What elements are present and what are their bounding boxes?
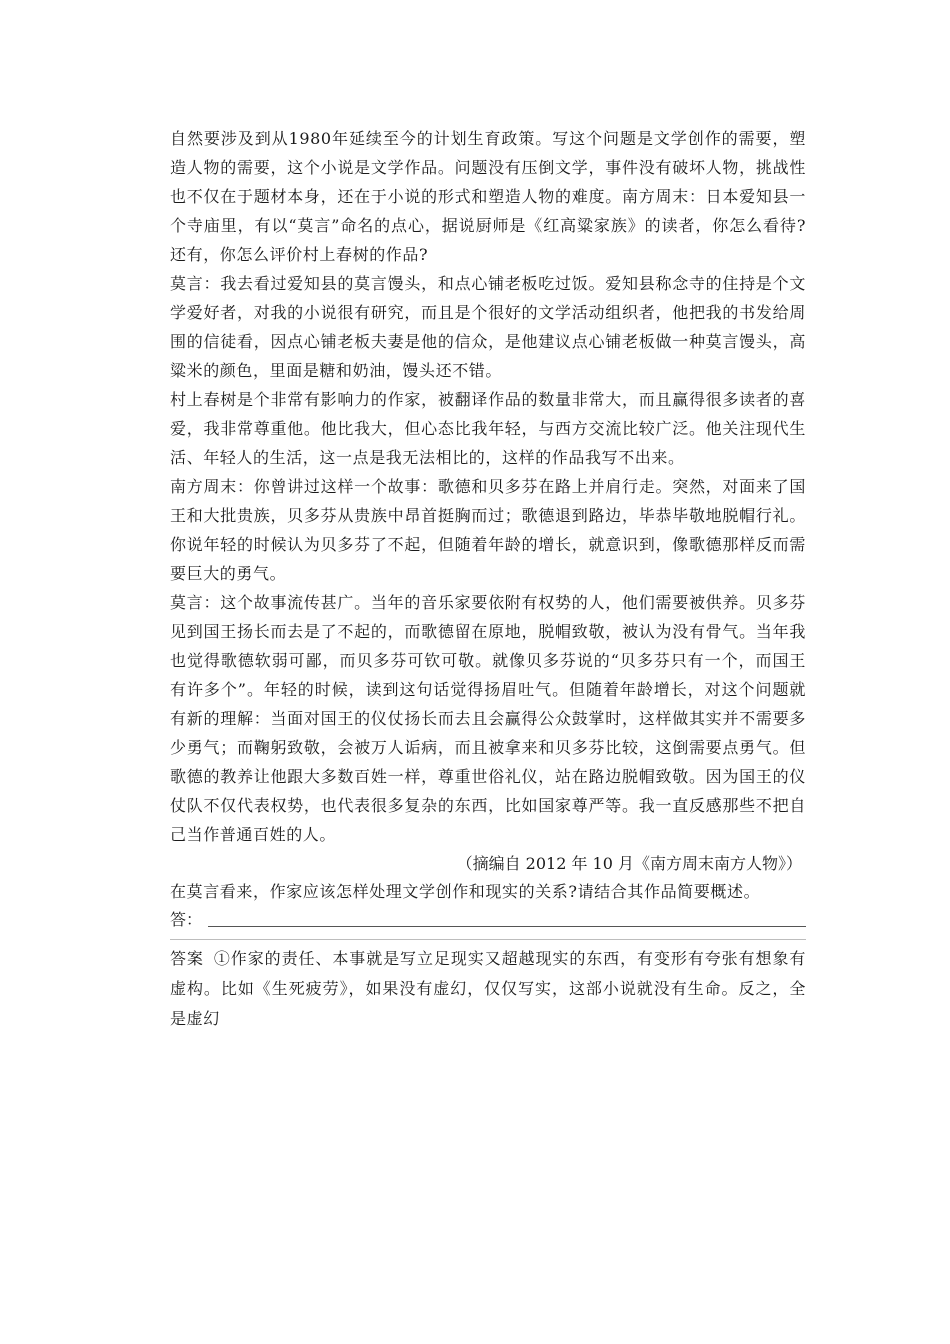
reference-answer-label: 答案 — [170, 949, 204, 968]
answer-line — [208, 925, 806, 927]
reference-answer-text: ①作家的责任、本事就是写立足现实又超越现实的东西，有变形有夸张有想象有虚构。比如《生死疲劳》，如果没有虚幻，仅仅写实，这部小说就没有生命。反之，全是虚幻 — [170, 949, 806, 1028]
article-paragraph: 村上春树是个非常有影响力的作家，被翻译作品的数量非常大，而且赢得很多读者的喜爱，我非常尊重他。他比我大，但心态比我年轻，与西方交流比较广泛。他关注现代生活、年轻人的生活，这一点是我无法相比的，这样的作品我写不出来。 — [170, 390, 806, 467]
reference-answer — [170, 944, 806, 1034]
article-paragraph: 自然要涉及到从1980年延续至今的计划生育政策。写这个问题是文学创作的需要，塑造人物的需要，这个小说是文学作品。问题没有压倒文学，事件没有破坏人物，挑战性也不仅在于题材本身，还在于小说的形式和塑造人物的难度。南方周末：日本爱知县一个寺庙里，有以“莫言”命名的点心，据说厨师是《红高粱家族》的读者，你怎么看待?还有，你怎么评价村上春树的作品? — [170, 129, 806, 264]
article-paragraph: 莫言：这个故事流传甚广。当年的音乐家要依附有权势的人，他们需要被供养。贝多芬见到国王扬长而去是了不起的，而歌德留在原地，脱帽致敬，被认为没有骨气。当年我也觉得歌德软弱可鄙，而贝多芬可钦可敬。就像贝多芬说的“贝多芬只有一个，而国王有许多个”。年轻的时候，读到这句话觉得扬眉吐气。但随着年龄增长，对这个问题就有新的理解：当面对国王的仪仗扬长而去且会赢得公众鼓掌时，这样做其实并不需要多少勇气；而鞠躬致敬，会被万人诟病，而且被拿来和贝多芬比较，这倒需要点勇气。但歌德的教养让他跟大多数百姓一样，尊重世俗礼仪，站在路边脱帽致敬。因为国王的仪仗队不仅代表权势，也代表很多复杂的东西，比如国家尊严等。我一直反感那些不把自己当作普通百姓的人。 — [170, 593, 806, 844]
document-page — [170, 124, 806, 1034]
answer-label: 答： — [170, 910, 203, 929]
article-paragraph: 南方周末：你曾讲过这样一个故事：歌德和贝多芬在路上并肩行走。突然，对面来了国王和大批贵族，贝多芬从贵族中昂首挺胸而过；歌德退到路边，毕恭毕敬地脱帽行礼。你说年轻的时候认为贝多芬了不起，但随着年龄的增长，就意识到，像歌德那样反而需要巨大的勇气。 — [170, 477, 806, 583]
article-body — [170, 124, 806, 849]
article-paragraph: 莫言：我去看过爱知县的莫言馒头，和点心铺老板吃过饭。爱知县称念寺的住持是个文学爱好者，对我的小说很有研究，而且是个很好的文学活动组织者，他把我的书发给周围的信徒看，因点心铺老板夫妻是他的信众，是他建议点心铺老板做一种莫言馒头，高粱米的颜色，里面是糖和奶油，馒头还不错。 — [170, 274, 806, 380]
answer-field[interactable] — [170, 906, 806, 932]
question-text: 在莫言看来，作家应该怎样处理文学创作和现实的关系?请结合其作品简要概述。 — [170, 882, 761, 901]
article-source: （摘编自 2012 年 10 月《南方周末南方人物》） — [456, 854, 802, 873]
divider — [170, 939, 806, 940]
